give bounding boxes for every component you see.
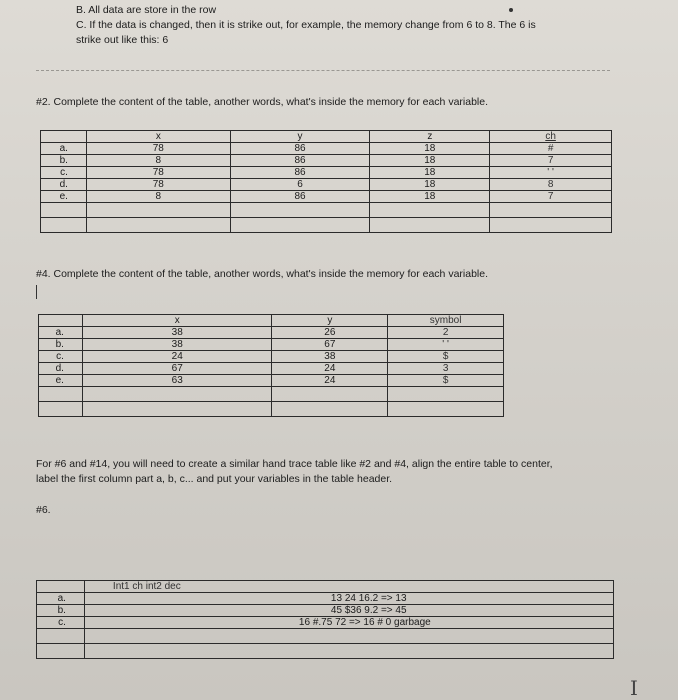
row-label: a. [37, 593, 85, 605]
table-cell: 18 [370, 167, 490, 179]
table-cell: 38 [82, 339, 272, 351]
table-cell [39, 387, 83, 402]
table-cell [388, 387, 504, 402]
table-cell [230, 203, 370, 218]
table-cell: 86 [230, 143, 370, 155]
table-cell [272, 402, 388, 417]
table-row [39, 327, 504, 339]
intro-line-b: B. All data are store in the row [76, 4, 217, 16]
row-label: e. [41, 191, 87, 203]
instructions-line-2: label the first column part a, b, c... and put your variables in the table header. [36, 473, 393, 485]
table-header-row [39, 315, 504, 327]
header-cell-symbol: symbol [388, 315, 504, 327]
table-cell: 24 [82, 351, 272, 363]
intro-line-c2-text: strike out like this: 6 [76, 34, 169, 46]
table-cell [86, 203, 230, 218]
table-cell: 86 [230, 167, 370, 179]
ink-dot [509, 8, 513, 12]
table-row [39, 351, 504, 363]
header-cell-y: y [272, 315, 388, 327]
row-label: c. [41, 167, 87, 179]
table-cell: 7 [490, 191, 612, 203]
q6-table [36, 580, 614, 659]
row-label: a. [39, 327, 83, 339]
table-cell: ' ' [490, 167, 612, 179]
header-cell [41, 131, 87, 143]
table-cell [86, 218, 230, 233]
table-cell: 2 [388, 327, 504, 339]
table-cell [370, 203, 490, 218]
table-row-empty [37, 629, 614, 644]
q2-table [40, 130, 612, 233]
row-label: b. [37, 605, 85, 617]
table-row [37, 593, 614, 605]
intro-line-c: C. If the data is changed, then it is strike out, for example, the memory change from 6 to 8. The 6 is [76, 19, 536, 31]
table-cell: 86 [230, 191, 370, 203]
table-cell: 63 [82, 375, 272, 387]
row-label: e. [39, 375, 83, 387]
table-cell: 8 [86, 191, 230, 203]
table-row [39, 375, 504, 387]
table-cell: 78 [86, 179, 230, 191]
table-cell: 67 [272, 339, 388, 351]
row-label: a. [41, 143, 87, 155]
q6-heading: #6. [36, 504, 51, 516]
header-cell-ch: ch [490, 131, 612, 143]
table-row [41, 155, 612, 167]
table-cell [41, 218, 87, 233]
table-header-row [41, 131, 612, 143]
i-beam-cursor-icon: I [630, 676, 638, 700]
header-cell-x: x [86, 131, 230, 143]
instructions-line-1: For #6 and #14, you will need to create a similar hand trace table like #2 and #4, align the entire table to center, [36, 458, 553, 470]
table-cell: $ [388, 375, 504, 387]
table-row [41, 143, 612, 155]
table-cell: 24 [272, 375, 388, 387]
table-row-empty [37, 644, 614, 659]
table-cell: 78 [86, 143, 230, 155]
table-cell [82, 387, 272, 402]
table-cell: 18 [370, 179, 490, 191]
table-row [41, 179, 612, 191]
intro-line-c2 [76, 34, 168, 46]
table-cell [490, 203, 612, 218]
table-cell: 6 [230, 179, 370, 191]
table-cell: $ [388, 351, 504, 363]
table-cell: 38 [82, 327, 272, 339]
table-row [37, 605, 614, 617]
table-cell: 8 [86, 155, 230, 167]
row-label: c. [39, 351, 83, 363]
section-divider [36, 70, 610, 71]
table-cell: 78 [86, 167, 230, 179]
header-cell-z: z [370, 131, 490, 143]
header-cell [37, 581, 85, 593]
table-cell: 7 [490, 155, 612, 167]
table-row [39, 339, 504, 351]
table-cell [490, 218, 612, 233]
table-cell [39, 402, 83, 417]
table-row-empty [41, 218, 612, 233]
table-cell: 24 [272, 363, 388, 375]
table-row-empty [39, 402, 504, 417]
header-cell-y: y [230, 131, 370, 143]
row-label: d. [41, 179, 87, 191]
table-row [41, 191, 612, 203]
header-cell-x: x [82, 315, 272, 327]
table-row-empty [39, 387, 504, 402]
row-label: b. [41, 155, 87, 167]
table-row-empty [41, 203, 612, 218]
q4-table [38, 314, 504, 417]
table-cell: 18 [370, 155, 490, 167]
row-label: c. [37, 617, 85, 629]
table-cell: 18 [370, 143, 490, 155]
q4-heading: #4. Complete the content of the table, another words, what's inside the memory for each variable. [36, 268, 489, 280]
table-cell: 38 [272, 351, 388, 363]
table-cell [84, 644, 613, 659]
table-cell [37, 629, 85, 644]
table-cell [37, 644, 85, 659]
table-cell [272, 387, 388, 402]
table-cell: 3 [388, 363, 504, 375]
table-cell [388, 402, 504, 417]
table-cell: 18 [370, 191, 490, 203]
table-cell [370, 218, 490, 233]
table-cell: 26 [272, 327, 388, 339]
text-cursor [36, 285, 37, 299]
table-cell: ' ' [388, 339, 504, 351]
table-row [39, 363, 504, 375]
row-label: b. [39, 339, 83, 351]
table-row [37, 617, 614, 629]
table-cell: 86 [230, 155, 370, 167]
table-cell [84, 629, 613, 644]
table-cell: 16 #.75 72 => 16 # 0 garbage [84, 617, 613, 629]
row-label: d. [39, 363, 83, 375]
table-cell: 45 $36 9.2 => 45 [84, 605, 613, 617]
table-cell: 13 24 16.2 => 13 [84, 593, 613, 605]
table-header-row [37, 581, 614, 593]
header-cell [39, 315, 83, 327]
table-cell: # [490, 143, 612, 155]
q2-heading: #2. Complete the content of the table, another words, what's inside the memory for each variable. [36, 96, 489, 108]
table-cell [41, 203, 87, 218]
table-row [41, 167, 612, 179]
header-cell-vars: Int1 ch int2 dec [84, 581, 613, 593]
table-cell [230, 218, 370, 233]
table-cell: 8 [490, 179, 612, 191]
table-cell: 67 [82, 363, 272, 375]
table-cell [82, 402, 272, 417]
